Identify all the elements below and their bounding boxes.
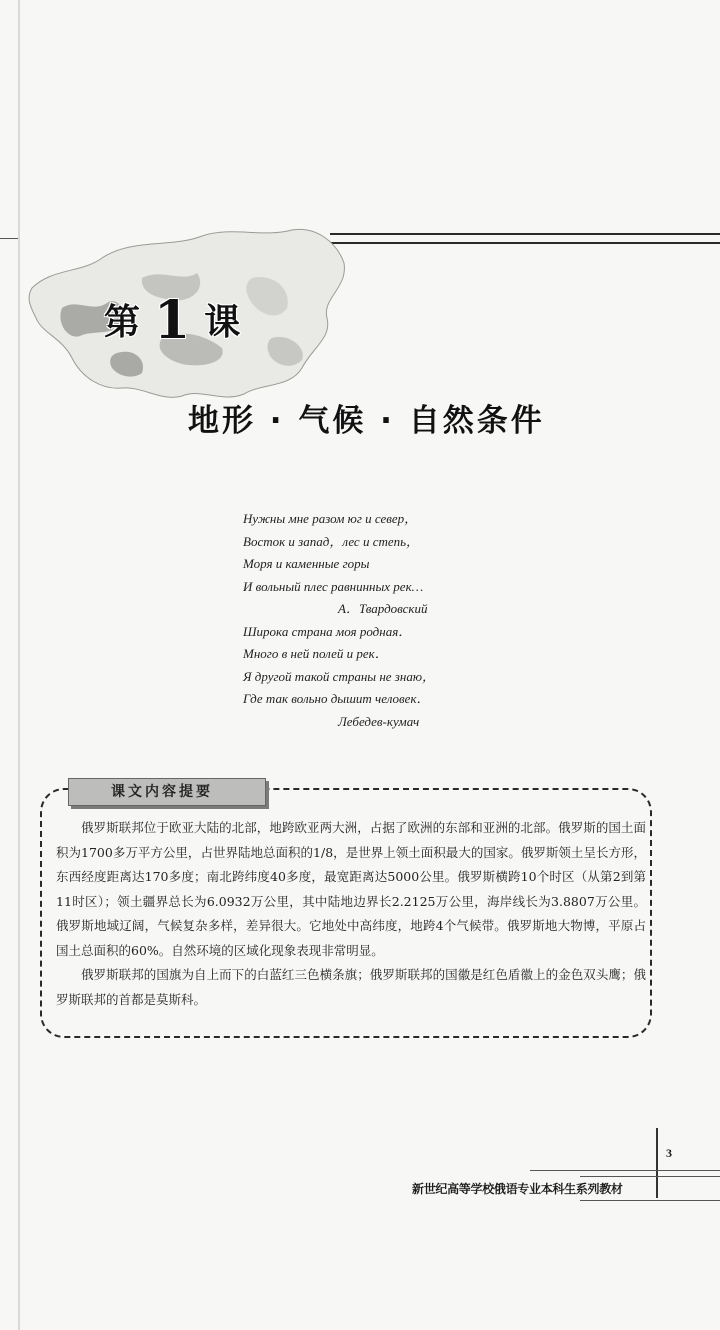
- poem-author-2: Лебедев-кумач: [338, 713, 420, 729]
- poem-line: Широка страна моя родная．: [243, 623, 412, 639]
- summary-paragraph: 俄罗斯联邦位于欧亚大陆的北部，地跨欧亚两大洲，占据了欧洲的东部和亚洲的北部。俄罗斯的国土面积为1700多万平方公里，占世界陆地总面积的1/8，是世界上领土面积最大的国家。俄罗斯领土呈长方形，东西经度距离达170多度；南北跨纬度40多度，最宽距离达5000公里。俄罗斯横跨10个时区（从第2到第11时区）；领土疆界总长为6.0932万公里，其中陆地边界长2.2125万公里，海岸线长为3.8807万公里。俄罗斯地域辽阔，气候复杂多样，差异很大。它地处中高纬度，地跨4个气候带。俄罗斯地大物博，平原占国土总面积的60%。自然环境的区域化现象表现非常明显。: [56, 820, 646, 958]
- summary-paragraph: 俄罗斯联邦的国旗为自上而下的白蓝红三色横条旗；俄罗斯联邦的国徽是红色盾徽上的金色双头鹰；俄罗斯联邦的首都是莫斯科。: [56, 967, 646, 1007]
- poem-line: Нужны мне разом юг и север，: [243, 511, 418, 526]
- series-name: 新世纪高等学校俄语专业本科生系列教材: [412, 1182, 623, 1196]
- lesson-subject-title: 地形 · 气候 · 自然条件: [188, 403, 545, 439]
- epigraph-poem: [243, 508, 435, 733]
- header-double-rule: [330, 233, 720, 244]
- poem-author-1: А．Твардовский: [338, 601, 428, 616]
- poem-line: Я другой такой страны не знаю，: [243, 668, 435, 684]
- poem-line: Моря и каменные горы: [243, 556, 370, 571]
- lesson-title: [104, 290, 246, 351]
- footer-rule-2: [580, 1176, 720, 1177]
- header-rule-left: [0, 238, 18, 239]
- lesson-number: 1: [154, 290, 197, 351]
- poem-line: И вольный плес равнинных рек…: [243, 578, 424, 594]
- lesson-title-prefix: 第: [104, 301, 147, 343]
- footer-vertical-rule: [656, 1128, 658, 1198]
- page-number: 3: [666, 1146, 672, 1160]
- poem-line: Где так вольно дышит человек．: [243, 691, 430, 706]
- summary-heading: 课文内容提要: [68, 778, 266, 806]
- lesson-title-suffix: 课: [204, 301, 247, 343]
- poem-line: Восток и запад，лес и степь，: [243, 533, 420, 549]
- poem-line: Много в ней полей и рек．: [243, 646, 388, 661]
- page-left-margin-line: [18, 0, 20, 1330]
- footer-rule-1: [530, 1170, 720, 1171]
- summary-text: [56, 816, 646, 1012]
- footer-rule-3: [580, 1200, 720, 1201]
